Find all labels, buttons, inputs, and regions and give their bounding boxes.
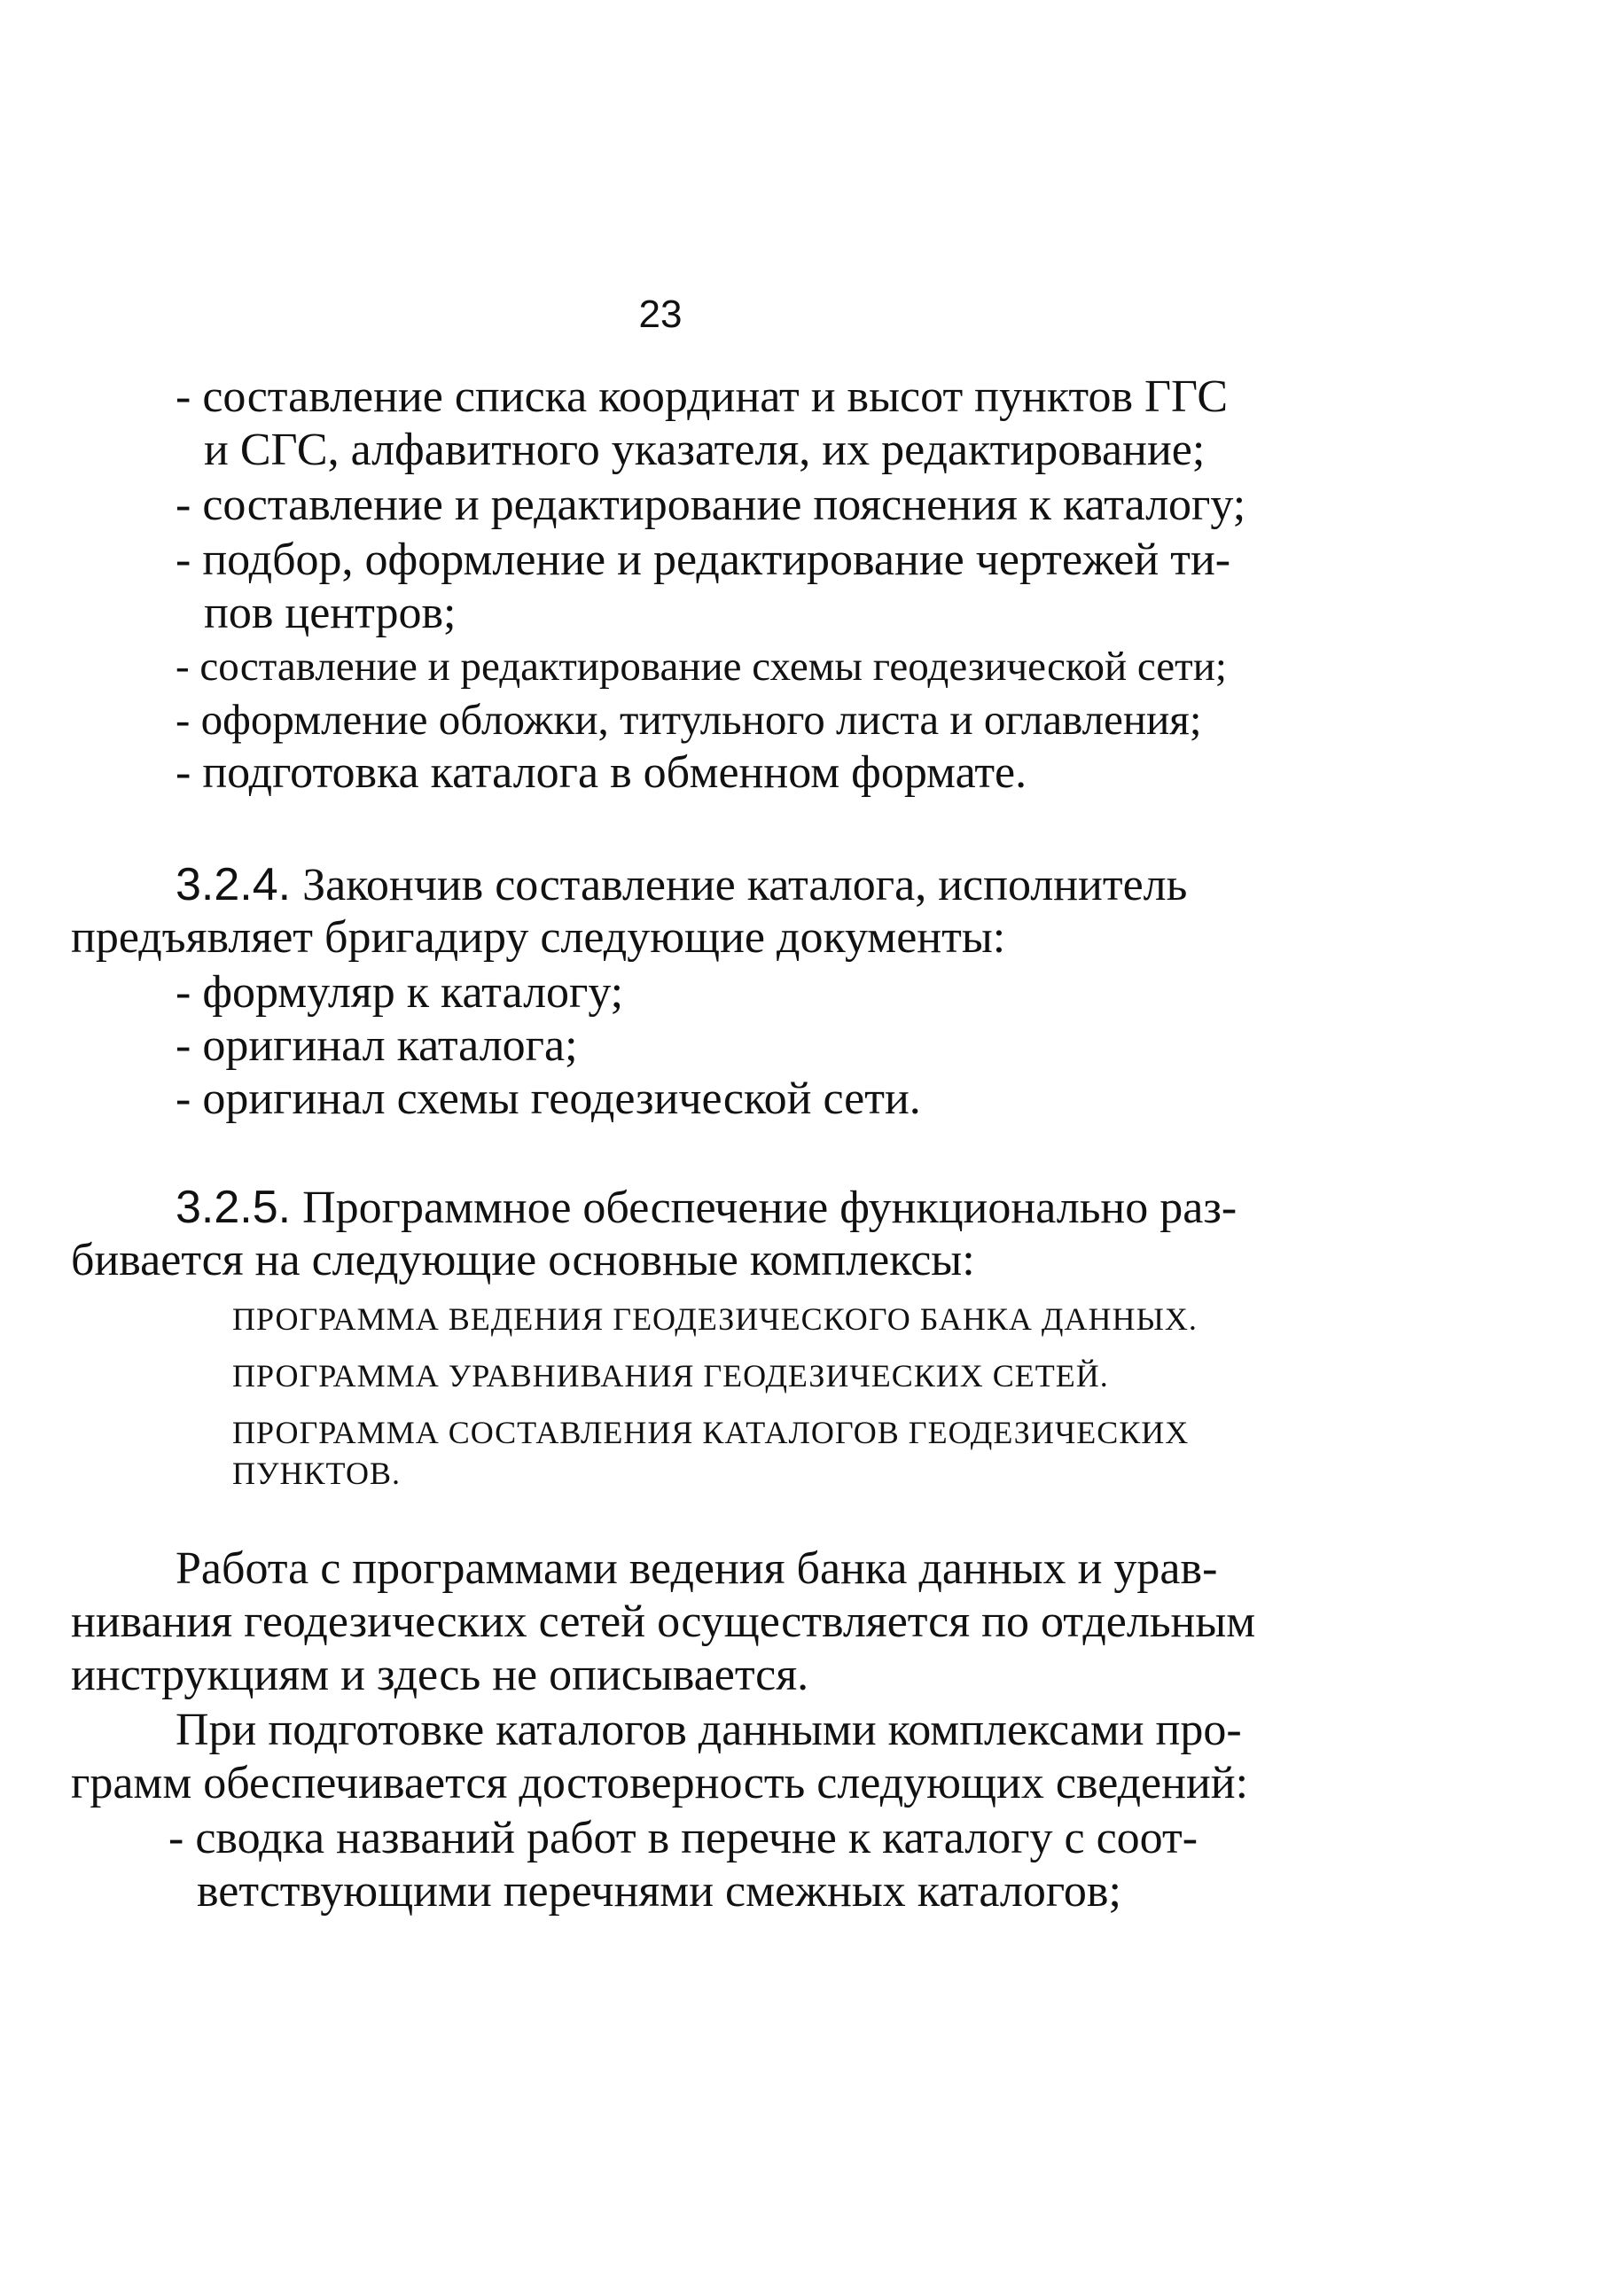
- list-item: - оформление обложки, титульного листа и оглавления;: [176, 695, 1202, 744]
- list-item: - подготовка каталога в обменном формате.: [176, 747, 1027, 798]
- paragraph-line: нивания геодезических сетей осуществляется по отдельным: [71, 1597, 1256, 1647]
- section-text-line: бивается на следующие основные комплексы:: [71, 1235, 975, 1285]
- section-text: Закончив составление каталога, исполнитель: [302, 860, 1188, 910]
- section-heading-line: [176, 858, 1187, 912]
- list-item-continuation: ветствующими перечнями смежных каталогов;: [197, 1866, 1121, 1917]
- program-item-continuation: ПУНКТОВ.: [232, 1456, 402, 1491]
- paragraph-line: грамм обеспечивается достоверность следующих сведений:: [71, 1758, 1249, 1808]
- section-number: 3.2.5.: [176, 1182, 292, 1233]
- list-item: - составление и редактирование пояснения к каталогу;: [176, 480, 1246, 530]
- program-item: ПРОГРАММА УРАВНИВАНИЯ ГЕОДЕЗИЧЕСКИХ СЕТЕЙ.: [232, 1358, 1109, 1394]
- program-item: ПРОГРАММА СОСТАВЛЕНИЯ КАТАЛОГОВ ГЕОДЕЗИЧЕСКИХ: [232, 1415, 1190, 1450]
- section-text-line: предъявляет бригадиру следующие документы:: [71, 912, 1006, 963]
- list-item: - подбор, оформление и редактирование чертежей ти-: [176, 535, 1231, 585]
- list-item: - формуляр к каталогу;: [176, 967, 624, 1018]
- list-item-continuation: пов центров;: [204, 588, 457, 638]
- list-item: - оригинал схемы геодезической сети.: [176, 1074, 921, 1124]
- section-text: Программное обеспечение функционально раз-: [302, 1183, 1238, 1233]
- list-item: - оригинал каталога;: [176, 1020, 578, 1071]
- page-number: 23: [638, 293, 683, 336]
- list-item: - сводка названий работ в перечне к каталогу с соот-: [168, 1813, 1198, 1863]
- paragraph-line: При подготовке каталогов данными комплексами про-: [176, 1705, 1242, 1755]
- section-heading-line: [176, 1181, 1237, 1235]
- paragraph-line: инструкциям и здесь не описывается.: [71, 1650, 809, 1700]
- paragraph-line: Работа с программами ведения банка данных и урав-: [176, 1543, 1218, 1594]
- list-item: - составление и редактирование схемы геодезической сети;: [176, 644, 1227, 690]
- list-item: - составление списка координат и высот пунктов ГГС: [176, 371, 1229, 422]
- list-item-continuation: и СГС, алфавитного указателя, их редактирование;: [204, 425, 1206, 475]
- program-item: ПРОГРАММА ВЕДЕНИЯ ГЕОДЕЗИЧЕСКОГО БАНКА ДАННЫХ.: [232, 1301, 1198, 1337]
- section-number: 3.2.4.: [176, 859, 292, 910]
